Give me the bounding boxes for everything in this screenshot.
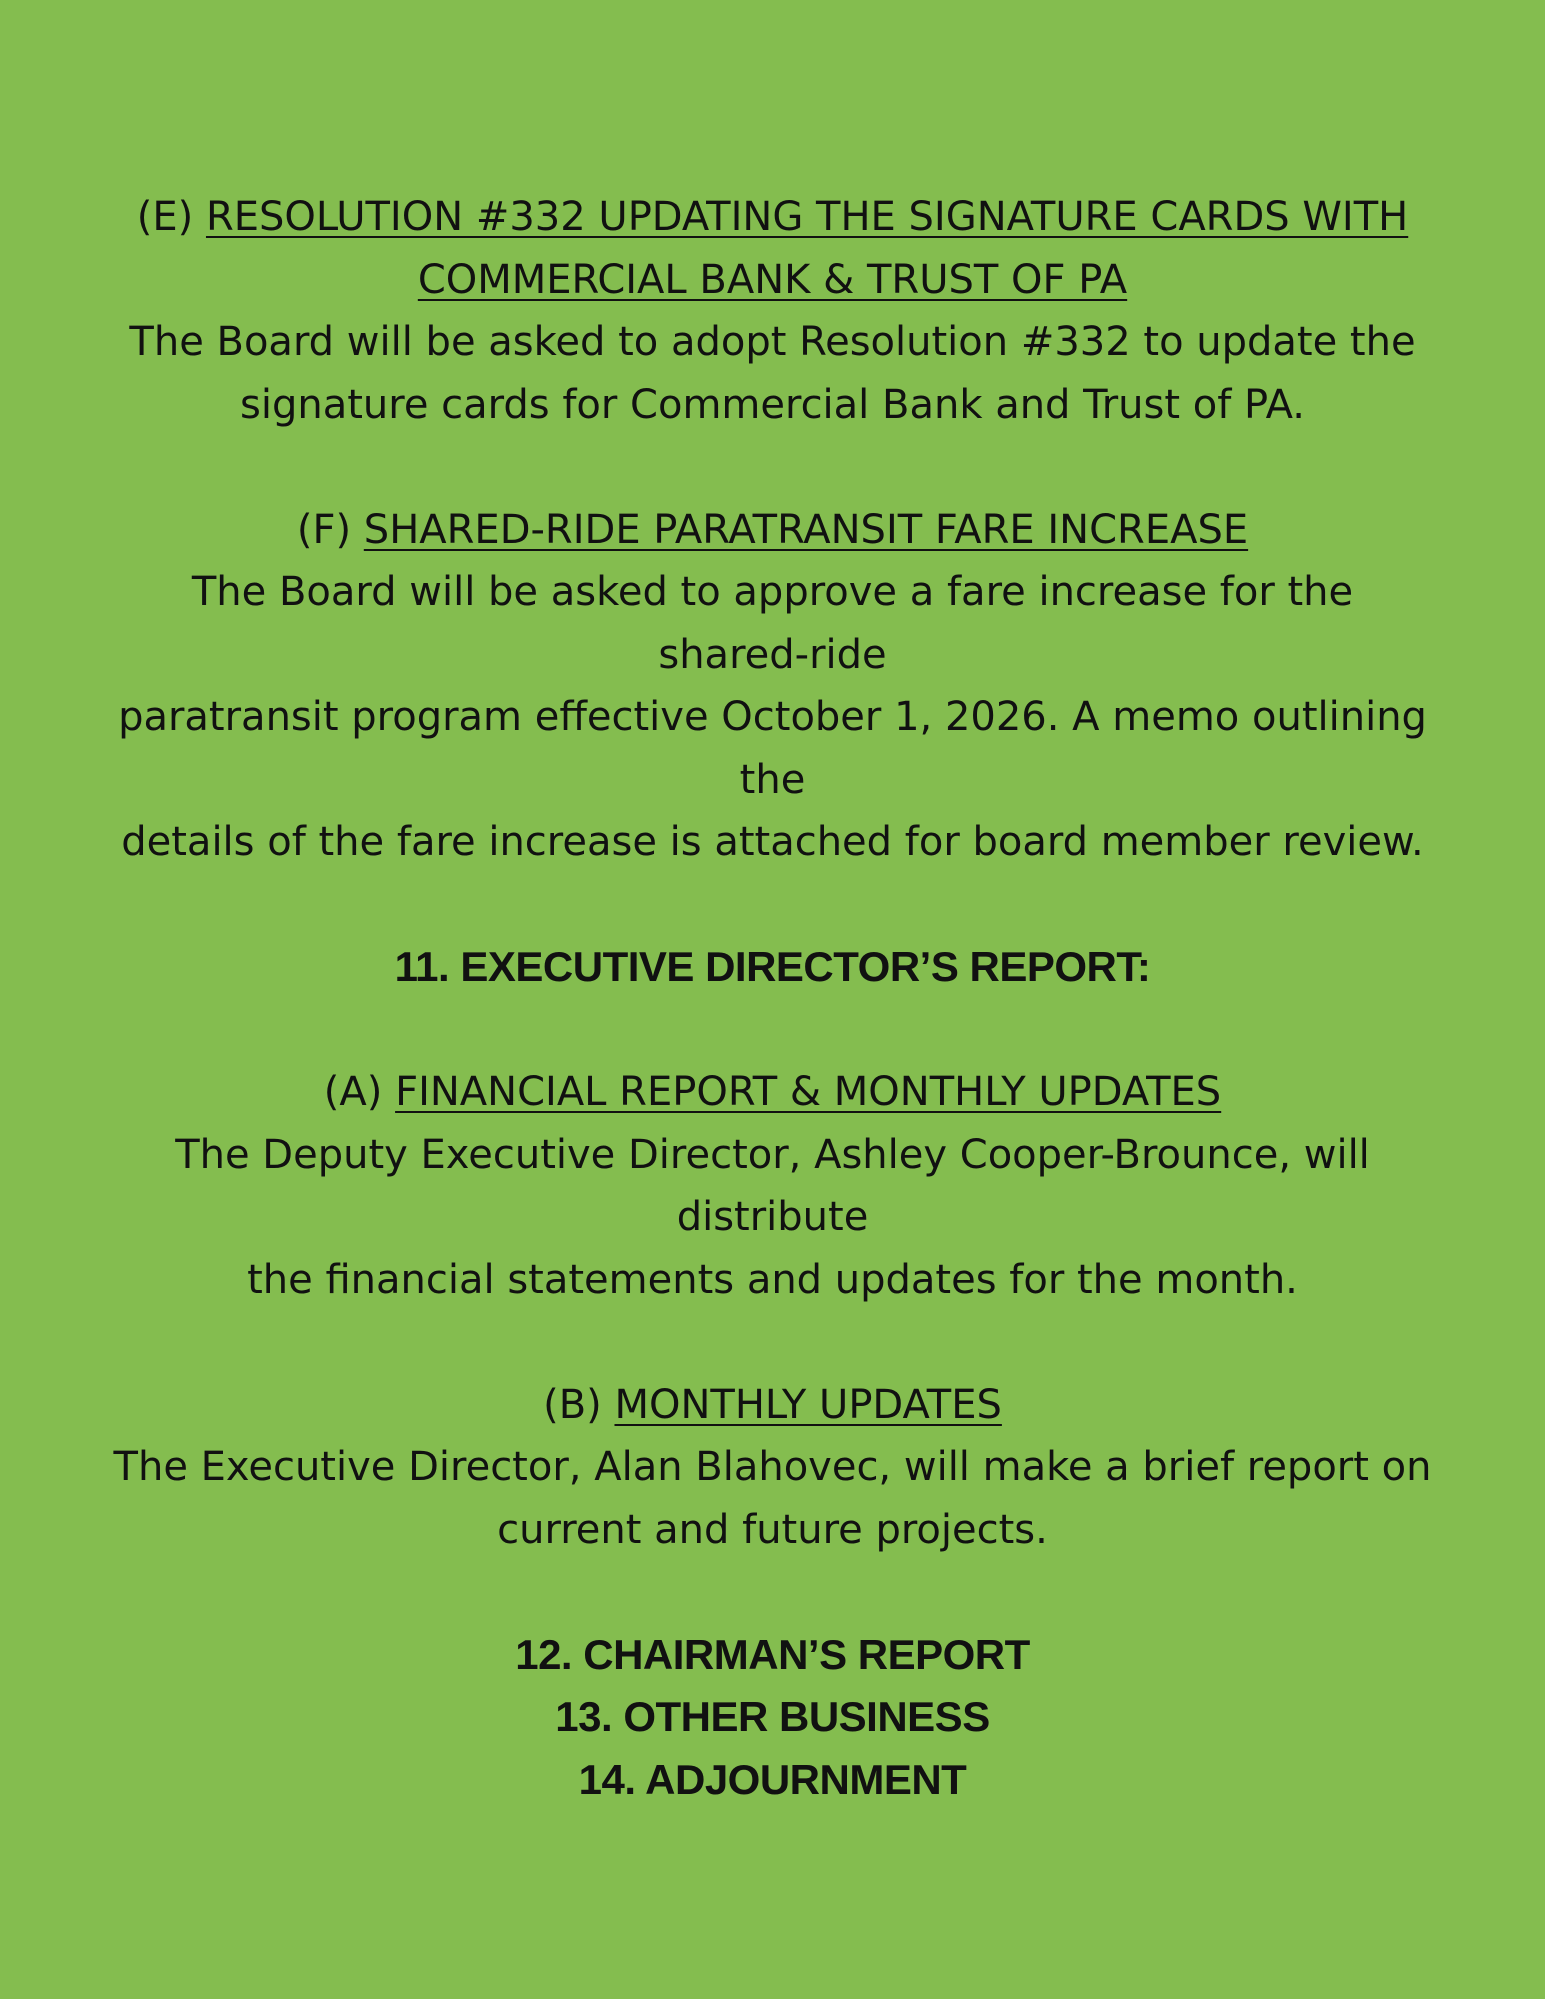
section-f-prefix: (F) bbox=[296, 506, 364, 553]
section-a-body-line: distribute bbox=[676, 1194, 869, 1240]
section-b bbox=[0, 1374, 1545, 1562]
item-11-heading: 11. EXECUTIVE DIRECTOR’S REPORT: bbox=[394, 943, 1151, 990]
section-a-prefix: (A) bbox=[323, 1069, 396, 1115]
item-14-heading: 14. ADJOURNMENT bbox=[578, 1755, 967, 1803]
section-b-title-line bbox=[0, 1374, 1545, 1437]
section-e-body-line: The Board will be asked to adopt Resolution #332 to update the bbox=[129, 319, 1416, 365]
section-e-title: RESOLUTION #332 UPDATING THE SIGNATURE CARDS WITH bbox=[205, 194, 1409, 240]
section-f-title: SHARED-RIDE PARATRANSIT FARE INCREASE bbox=[363, 506, 1249, 553]
section-e bbox=[0, 186, 1545, 436]
section-b-body-line: current and future projects. bbox=[497, 1506, 1048, 1553]
section-b-body-line: The Executive Director, Alan Blahovec, will make a brief report on bbox=[113, 1444, 1432, 1490]
section-e-title-line1 bbox=[0, 186, 1545, 249]
section-a-title: FINANCIAL REPORT & MONTHLY UPDATES bbox=[395, 1069, 1222, 1115]
section-f-body-line: The Board will be asked to approve a fare increase for the bbox=[191, 569, 1354, 615]
section-f-body-line: the bbox=[739, 756, 806, 803]
section-e-prefix: (E) bbox=[136, 194, 206, 240]
section-a bbox=[0, 1061, 1545, 1311]
section-a-body-line: The Deputy Executive Director, Ashley Cooper-Brounce, will bbox=[175, 1131, 1370, 1178]
section-e-title-line2 bbox=[0, 249, 1545, 312]
section-f-title-line bbox=[0, 499, 1545, 562]
section-e-title-cont: COMMERCIAL BANK & TRUST OF PA bbox=[417, 256, 1128, 303]
spacer bbox=[0, 436, 1545, 499]
spacer bbox=[0, 1311, 1545, 1374]
section-f-body-line: paratransit program effective October 1, 2026. A memo outlining bbox=[118, 694, 1427, 740]
section-f-body-line: shared-ride bbox=[658, 631, 887, 678]
section-e-body-line: signature cards for Commercial Bank and Trust of PA. bbox=[240, 381, 1305, 428]
section-b-title: MONTHLY UPDATES bbox=[614, 1381, 1002, 1428]
section-f-body-line: details of the fare increase is attached for board member review. bbox=[121, 819, 1424, 865]
spacer bbox=[0, 1561, 1545, 1624]
closing-items bbox=[0, 1624, 1545, 1812]
section-a-body-line: the financial statements and updates for the month. bbox=[247, 1256, 1298, 1303]
section-b-prefix: (B) bbox=[543, 1381, 615, 1428]
section-f bbox=[0, 499, 1545, 874]
section-a-title-line bbox=[0, 1061, 1545, 1124]
item-12-heading: 12. CHAIRMAN’S REPORT bbox=[515, 1630, 1030, 1678]
item-13-heading: 13. OTHER BUSINESS bbox=[555, 1693, 990, 1740]
spacer bbox=[0, 874, 1545, 937]
spacer bbox=[0, 999, 1545, 1062]
